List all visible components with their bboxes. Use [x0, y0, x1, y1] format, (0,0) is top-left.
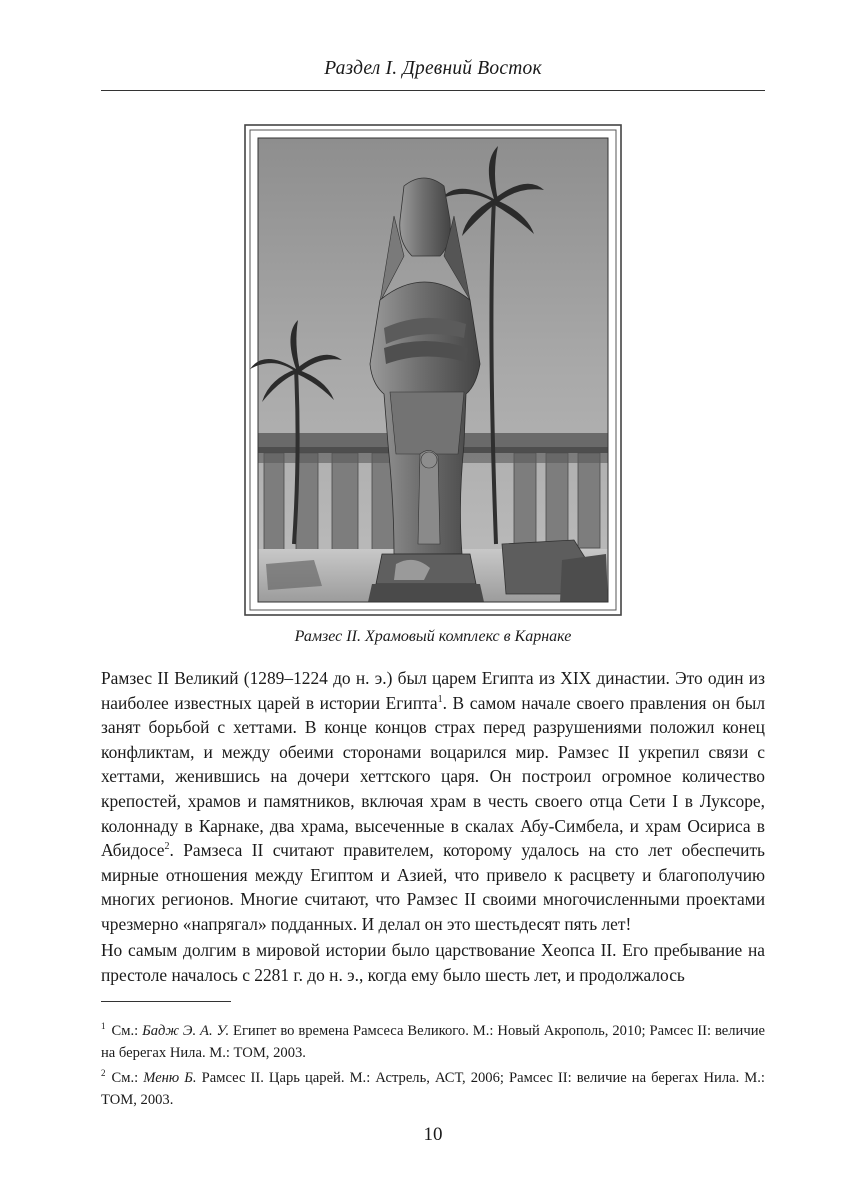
footnote-2-text: Рамсес II. Царь царей. М.: Астрель, АСТ, 2006; Рамсес II: величие на берегах Нила. М.: ТОМ, 2003. — [101, 1070, 765, 1108]
body-paragraph-2: Но самым долгим в мировой истории было царствование Хеопса II. Его пребывание на престоле началось с 2281 г. до н. э., когда ему было шесть лет, и продолжалось — [101, 940, 765, 985]
paragraph-1-text-b: . В самом начале своего правления он был занят борьбой с хеттами. В конце концов страх перед разрушениями положил конец конфликтам, и между обеими сторонами воцарился мир. Рамзес II укрепил связи с хеттами, женившись на дочери хеттского царя. Он построил огромное количество крепостей, храмов и памятников, включая храм в честь своего отца Сети I в Луксоре, колоннаду в Карнаке, два храма, высеченные в скалах Абу-Симбела, и храм Осириса в Абидосе — [101, 692, 765, 861]
footnote-ref-1[interactable]: 1 — [437, 693, 443, 705]
paragraph-1-text-c: . Рамзеса II считают правителем, которому удалось на сто лет обеспечить мирные отношения между Египтом и Азией, что привело к расцвету и благополучию многих регионов. Многие считают, что Рамзес II своими многочисленными проектами чрезмерно «напрягал» подданных. И делал он это шестьдесят пять лет! — [101, 840, 765, 934]
header-rule — [101, 90, 765, 91]
footnote-1-text: Египет во времена Рамсеса Великого. М.: Новый Акрополь, 2010; Рамсес II: величие на берегах Нила. М.: ТОМ, 2003. — [101, 1023, 765, 1061]
footnote-1-number: 1 — [101, 1021, 106, 1031]
body-paragraph-1 — [101, 666, 765, 937]
footnote-2 — [101, 1063, 765, 1111]
footnote-separator — [101, 1001, 231, 1002]
footnote-2-author: Меню Б. — [143, 1070, 197, 1086]
paragraph-1-text-a: Рамзес II Великий (1289–1224 до н. э.) был царем Египта из XIX династии. Это один из наиболее известных царей в истории Египта — [101, 668, 765, 713]
ramesses-statue-photo-icon — [244, 124, 622, 616]
footnote-ref-2[interactable]: 2 — [164, 841, 170, 853]
footnote-1-prefix: См.: — [111, 1023, 143, 1039]
running-title: Раздел I. Древний Восток — [324, 58, 542, 79]
footnote-1-author: Бадж Э. А. У. — [142, 1023, 230, 1039]
footnote-2-number: 2 — [101, 1068, 106, 1078]
footnote-1 — [101, 1016, 765, 1064]
page-number: 10 — [423, 1124, 443, 1145]
figure-caption: Рамзес II. Храмовый комплекс в Карнаке — [294, 628, 572, 645]
footnote-2-prefix: См.: — [111, 1070, 144, 1086]
